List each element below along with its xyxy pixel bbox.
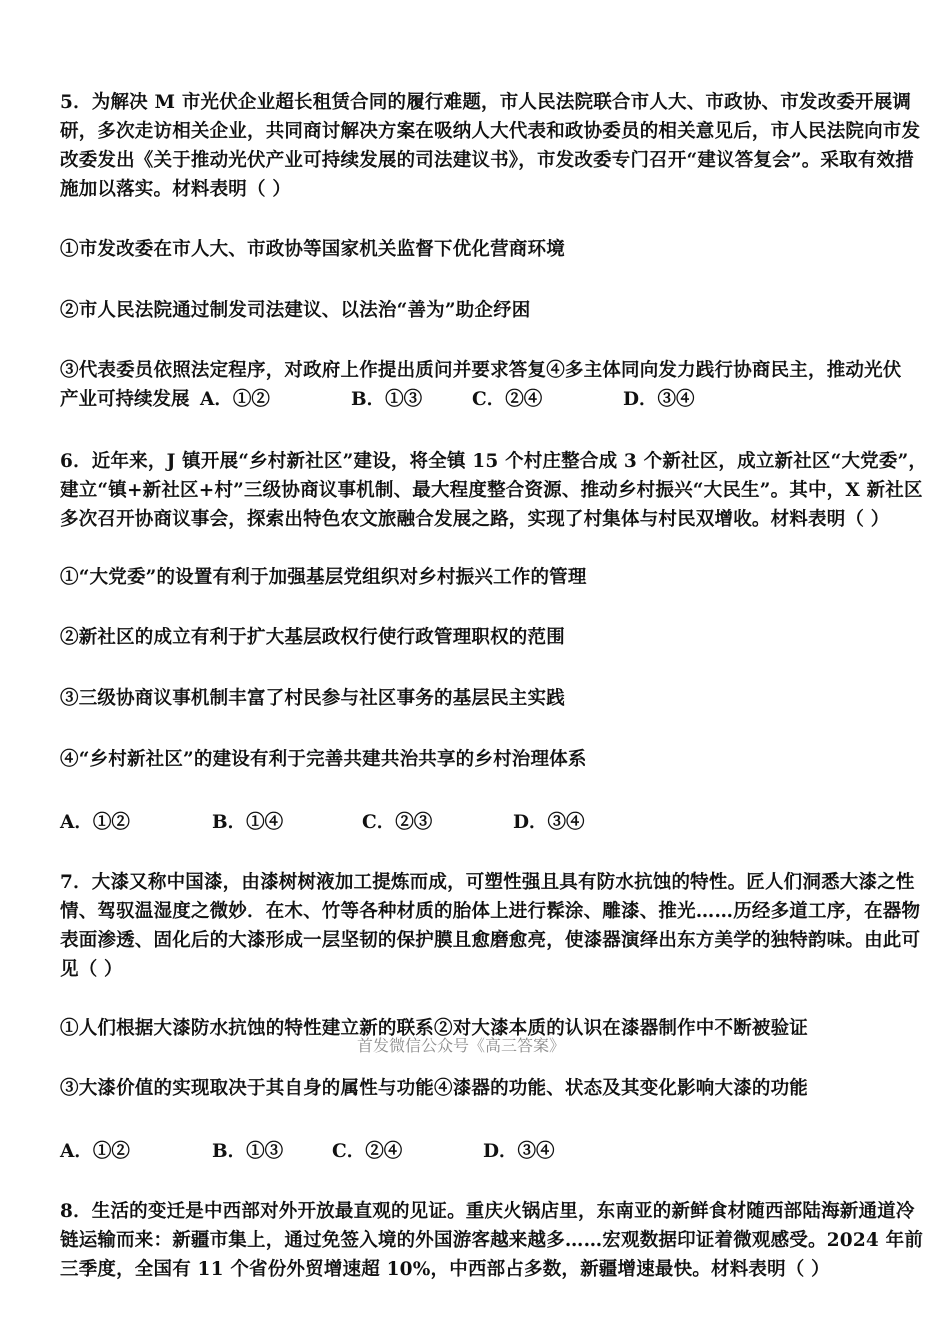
- q5-option-d: D．③④: [623, 389, 695, 410]
- q5-option-b: B．①③: [351, 389, 423, 410]
- q5-options-row: [60, 385, 928, 414]
- q7-stem: 7．大漆又称中国漆，由漆树树液加工提炼而成，可塑性强且具有防水抗蚀的特性。匠人们洞悉大漆之性情、驾驭温湿度之微妙．在木、竹等各种材质的胎体上进行髹涂、雕漆、推光……历经多道工序，在器物表面渗透、固化后的大漆形成一层坚韧的保护膜且愈磨愈亮，使漆器演绎出东方美学的独特韵味。由此可见（ ）: [60, 872, 921, 980]
- q6-item-3: ③三级协商议事机制丰富了村民参与社区事务的基层民主实践: [60, 688, 565, 709]
- q7-option-b: B．①③: [212, 1141, 284, 1162]
- q6-option-b: B．①④: [212, 812, 284, 833]
- q6-stem: 6．近年来，J 镇开展“乡村新社区”建设，将全镇 15 个村庄整合成 3 个新社区，成立新社区“大党委”，建立“镇+新社区+村”三级协商议事机制、最大程度整合资源、推动乡村振兴“大民生”。其中，X 新社区多次召开协商议事会，探索出特色农文旅融合发展之路，实现了村集体与村民双增收。材料表明（ ）: [60, 451, 928, 530]
- q5-option-c: C．②④: [472, 389, 543, 410]
- q6-item-2: ②新社区的成立有利于扩大基层政权行使行政管理职权的范围: [60, 627, 565, 648]
- q7-options-row: [60, 1137, 928, 1166]
- q5-item-3-4-cont: 产业可持续发展: [60, 389, 190, 410]
- q5-item-3-4: ③代表委员依照法定程序，对政府上作提出质问并要求答复④多主体同向发力践行协商民主，推动光伏: [60, 360, 902, 381]
- watermark-text: 首发微信公众号《高三答案》: [357, 1036, 566, 1055]
- q7-item-3-4: ③大漆价值的实现取决于其自身的属性与功能④漆器的功能、状态及其变化影响大漆的功能: [60, 1078, 809, 1099]
- q7-option-d: D．③④: [483, 1141, 555, 1162]
- q6-options-row: [60, 808, 928, 837]
- q6-option-c: C．②③: [362, 812, 433, 833]
- q6-item-4: ④“乡村新社区”的建设有利于完善共建共治共享的乡村治理体系: [60, 749, 587, 770]
- q5-item-2: ②市人民法院通过制发司法建议、以法治“善为”助企纾困: [60, 300, 531, 321]
- q7-option-c: C．②④: [332, 1141, 403, 1162]
- q6-option-a: A．①②: [60, 812, 130, 833]
- q7-item-1-2: ①人们根据大漆防水抗蚀的特性建立新的联系②对大漆本质的认识在漆器制作中不断被验证: [60, 1018, 809, 1039]
- q5-option-a: A．①②: [200, 389, 270, 410]
- q5-item-1: ①市发改委在市人大、市政协等国家机关监督下优化营商环境: [60, 239, 565, 260]
- q5-stem: 5．为解决 M 市光伏企业超长租赁合同的履行难题，市人民法院联合市人大、市政协、市发改委开展调研，多次走访相关企业，共同商讨解决方案在吸纳人大代表和政协委员的相关意见后，市人民法院向市发改委发出《关于推动光伏产业可持续发展的司法建议书》，市发改委专门召开“建议答复会”。采取有效措施加以落实。材料表明（ ）: [60, 92, 921, 200]
- q8-stem: 8．生活的变迁是中西部对外开放最直观的见证。重庆火锅店里，东南亚的新鲜食材随西部陆海新通道冷链运输而来：新疆市集上，通过免签入境的外国游客越来越多……宏观数据印证着微观感受。2024 年前三季度，全国有 11 个省份外贸增速超 10%，中西部占多数，新疆增速最快。材料表明（ ）: [60, 1201, 924, 1280]
- q6-item-1: ①“大党委”的设置有利于加强基层党组织对乡村振兴工作的管理: [60, 567, 587, 588]
- q7-option-a: A．①②: [60, 1141, 130, 1162]
- q6-option-d: D．③④: [513, 812, 585, 833]
